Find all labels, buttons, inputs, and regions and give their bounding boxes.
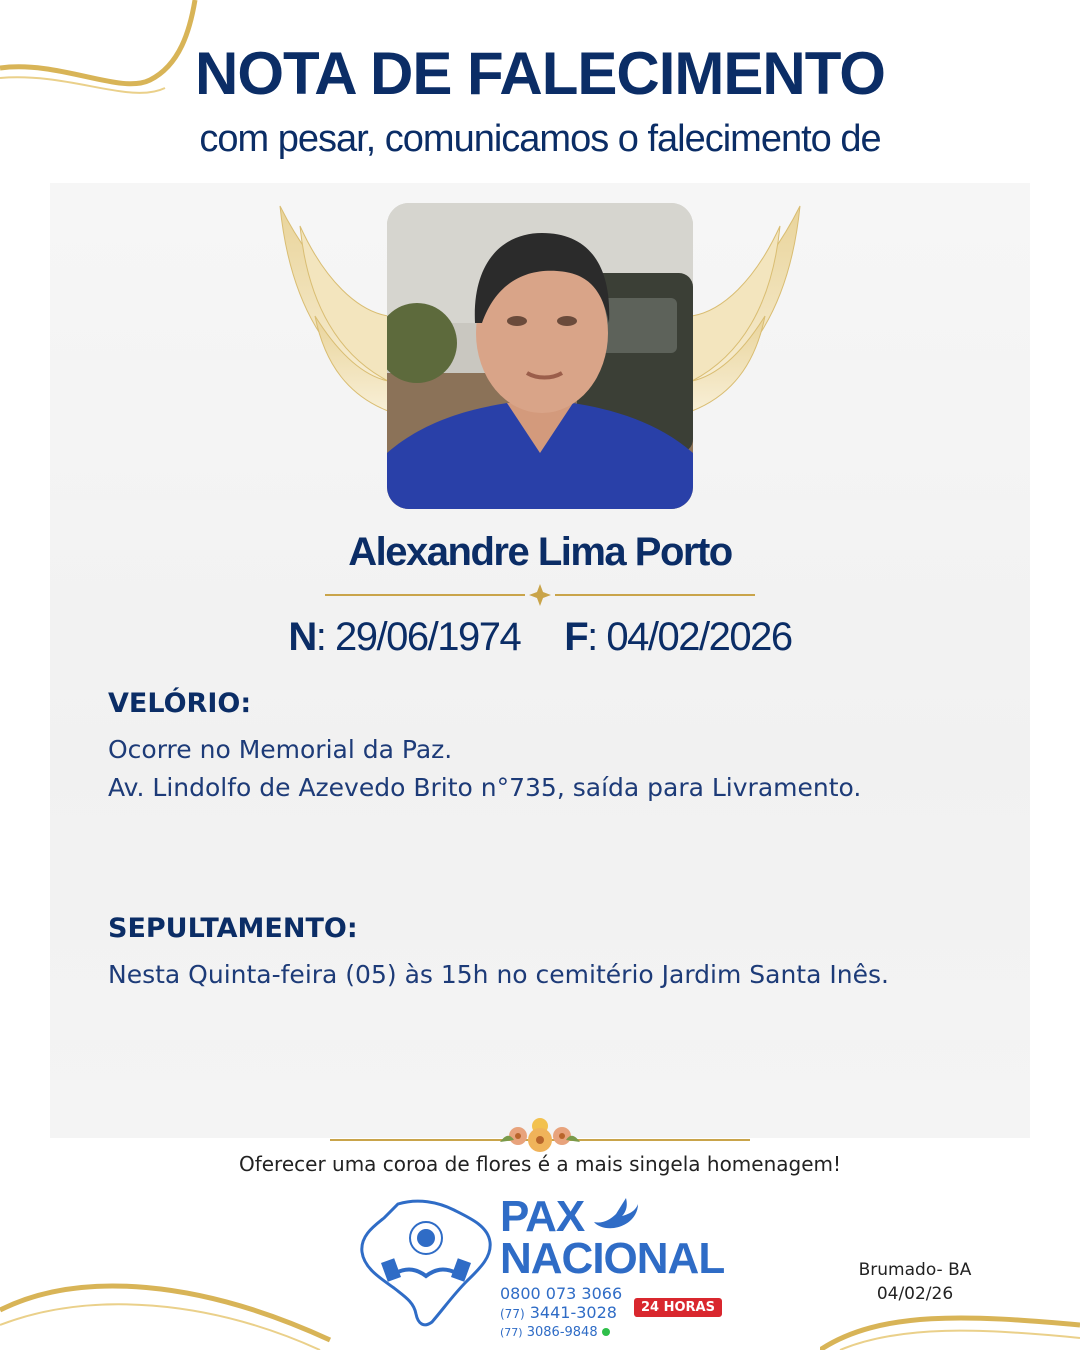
deceased-name: Alexandre Lima Porto [348,530,732,574]
location-info [830,1258,1000,1306]
birth-date: 29/06/1974 [335,615,521,659]
post-date: 04/02/26 [876,1284,954,1304]
gold-divider [325,584,755,606]
velorio-line-1: Ocorre no Memorial da Paz. [108,735,453,764]
phone-line-2 [500,1324,724,1341]
phone-2-number: 3086-9848 [526,1325,598,1340]
portrait-photo [387,203,693,509]
brazil-map-logo-icon [358,1196,494,1330]
dove-icon [590,1196,640,1232]
life-dates: N: 29/06/1974 F: 04/02/2026 [288,615,792,659]
phone-1-number: 3441-3028 [529,1303,617,1322]
birth-label: N [288,615,316,659]
phone-2-area: (77) [500,1326,523,1339]
24-hours-badge: 24 HORAS [634,1298,722,1317]
death-label: F [564,615,588,659]
phone-1-area: (77) [500,1307,525,1321]
death-date: 04/02/2026 [606,615,792,659]
brand-line-1: PAX [500,1192,585,1241]
velorio-line-2: Av. Lindolfo de Azevedo Brito n°735, saída para Livramento. [108,773,862,802]
velorio-details [108,731,861,807]
velorio-label: VELÓRIO: [108,688,252,719]
phone-toll-free: 0800 073 3066 [500,1284,623,1303]
brand-line-2: NACIONAL [500,1234,725,1283]
header [0,38,1080,164]
page-subtitle: com pesar, comunicamos o falecimento de [199,118,881,160]
sepultamento-label: SEPULTAMENTO: [108,913,358,944]
page-title: NOTA DE FALECIMENTO [195,40,885,107]
flower-ornament-icon [330,1108,750,1158]
sepultamento-line-1: Nesta Quinta-feira (05) às 15h no cemitério Jardim Santa Inês. [108,960,889,989]
gold-swirl-bottom-left [0,1270,340,1350]
whatsapp-icon [602,1328,610,1336]
city-label: Brumado- BA [858,1260,972,1280]
footer-tagline: Oferecer uma coroa de flores é a mais singela homenagem! [238,1152,842,1176]
sepultamento-details [108,956,889,994]
